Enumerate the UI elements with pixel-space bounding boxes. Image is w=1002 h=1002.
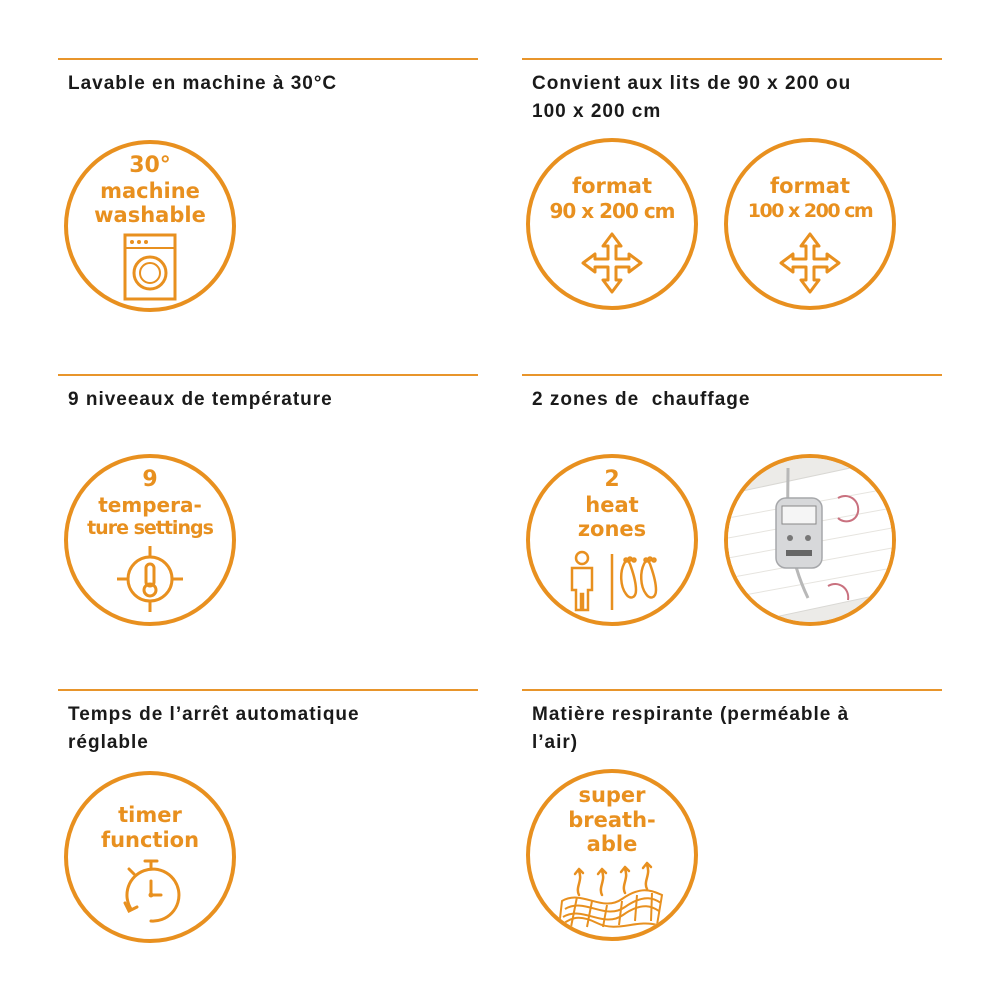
washable-badge [64,140,236,312]
badge-line: 90 x 200 cm [549,199,675,223]
heating-pad-photo [724,454,896,626]
feature-temperature [58,374,478,654]
feature-size [522,58,942,338]
breathable-fabric-icon [557,861,667,931]
feature-heat-zones [522,374,942,654]
feature-caption: Convient aux lits de 90 x 200 ou 100 x 200 cm [532,73,852,122]
feature-breathable [522,689,942,969]
feature-caption: Lavable en machine à 30°C [68,73,338,94]
thermometer-target-icon [115,544,185,614]
feature-caption: 9 niveeaux de température [68,389,333,410]
badge-line: function [100,828,200,852]
four-way-arrows-icon [779,232,841,294]
divider [522,374,942,376]
badge-line: machine [100,179,200,203]
temperature-badge [64,454,236,626]
heating-pad-image [728,458,892,622]
format-90-badge [526,138,698,310]
stopwatch-icon [117,857,183,927]
format-100-badge [724,138,896,310]
badge-line: washable [94,203,206,227]
divider [58,689,478,691]
badge-line: timer [118,803,182,827]
badge-line: able [586,832,638,856]
divider [58,58,478,60]
badge-line: tempera- [98,493,202,517]
badge-line: format [571,174,652,198]
timer-badge [64,771,236,943]
badge-line: 100 x 200 cm [747,200,873,222]
person-and-feet-icon [562,550,662,612]
divider [522,58,942,60]
feature-caption: 2 zones de chauffage [532,389,751,410]
feature-timer [58,689,478,969]
divider [58,374,478,376]
badge-line: 2 [604,467,620,492]
heat-zones-badge [526,454,698,626]
four-way-arrows-icon [581,232,643,294]
badge-line: super [578,783,646,807]
badge-line: 9 [142,467,158,492]
divider [522,689,942,691]
feature-caption: Temps de l’arrêt automatique réglable [68,704,360,753]
feature-caption: Matière respirante (perméable à l’air) [532,704,850,753]
badge-line: ture settings [87,517,213,539]
badge-line: 30° [129,153,171,178]
badge-line: format [769,174,850,198]
breathable-badge [526,769,698,941]
feature-washable [58,58,478,338]
badge-line: heat [585,493,639,517]
washing-machine-icon [122,232,178,302]
badge-line: zones [577,517,647,541]
badge-line: breath- [568,808,656,832]
